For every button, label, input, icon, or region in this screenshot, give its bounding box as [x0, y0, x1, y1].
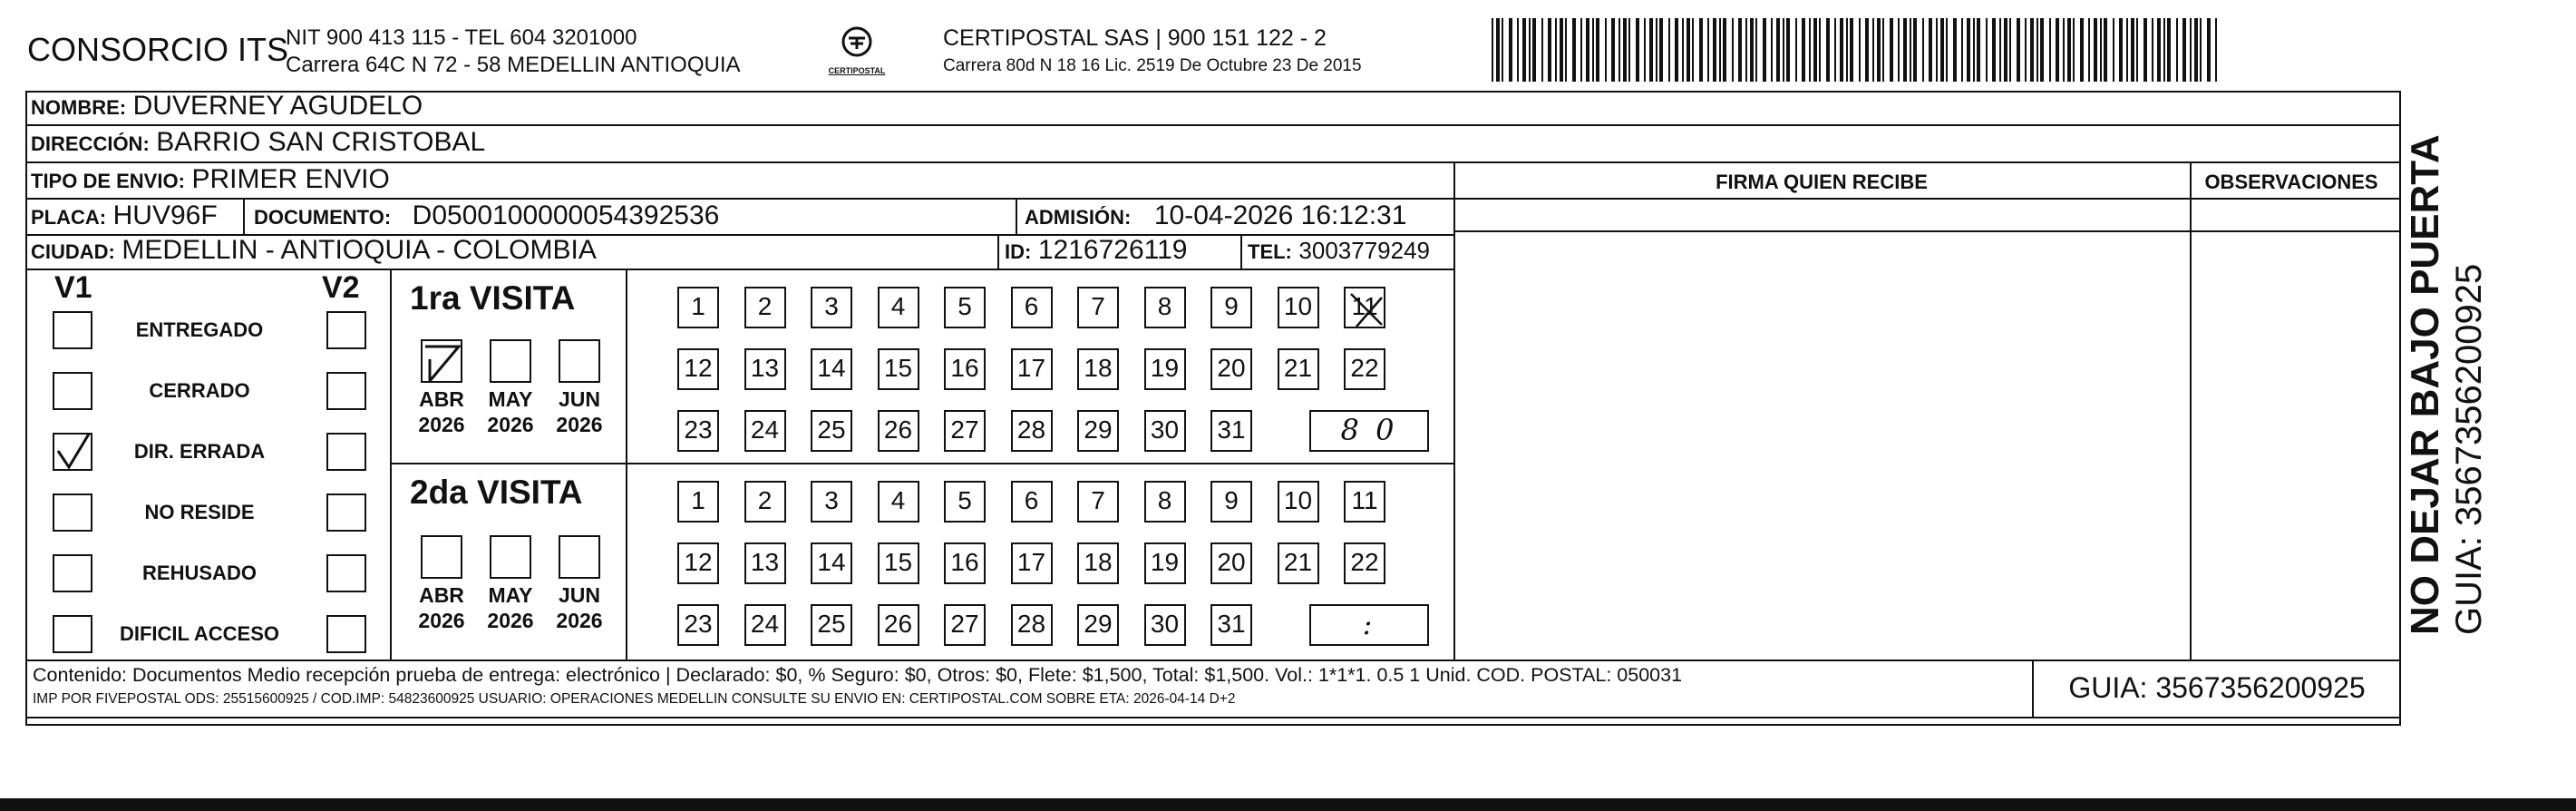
tel-cell — [1248, 237, 1430, 265]
day-number: 29 — [1084, 610, 1113, 638]
status-label: CERRADO — [149, 379, 250, 402]
day-number: 17 — [1016, 548, 1046, 576]
day-number: 23 — [684, 610, 713, 638]
day-cell[interactable] — [878, 481, 919, 523]
barcode — [1492, 18, 2221, 82]
day-number: 17 — [1016, 354, 1046, 382]
day-cell[interactable] — [1077, 542, 1119, 584]
day-cell[interactable] — [1077, 604, 1119, 646]
placa-label: PLACA: — [31, 206, 107, 229]
year-label: 2026 — [487, 413, 534, 436]
day-number: 1 — [691, 486, 705, 514]
status-panel — [27, 270, 390, 659]
day-cell[interactable] — [944, 287, 986, 328]
day-number: 24 — [750, 610, 780, 638]
day-cell[interactable] — [878, 348, 919, 390]
day-cell[interactable] — [944, 542, 986, 584]
logo-icon — [821, 25, 893, 62]
status-label: NO RESIDE — [144, 501, 255, 523]
day-cell[interactable] — [811, 481, 852, 523]
day-cell[interactable] — [1210, 410, 1252, 452]
day-number: 4 — [890, 486, 906, 514]
day-cell[interactable] — [1144, 604, 1186, 646]
logo-text: CERTIPOSTAL — [828, 66, 886, 75]
day-number: 10 — [1283, 486, 1313, 514]
day-number: 11 — [1351, 486, 1378, 514]
day-number: 18 — [1084, 354, 1113, 382]
certipostal-logo — [821, 25, 893, 80]
tipo-value: PRIMER ENVIO — [191, 164, 390, 194]
day-number: 3 — [824, 486, 839, 514]
time-value: : — [1362, 607, 1376, 641]
day-cell[interactable] — [744, 542, 786, 584]
day-number: 2 — [757, 486, 773, 514]
day-number: 26 — [883, 415, 913, 444]
tipo-row — [31, 164, 390, 195]
day-number: 14 — [817, 548, 846, 576]
side-guia: GUIA: 3567356200925 — [2449, 263, 2489, 635]
day-cell[interactable] — [944, 348, 986, 390]
company-name: CONSORCIO ITS — [27, 31, 289, 68]
v1-label: V1 — [54, 270, 92, 305]
nombre-row — [31, 91, 423, 122]
day-cell[interactable] — [744, 287, 786, 328]
day-cell[interactable] — [1011, 410, 1053, 452]
status-label: DIFICIL ACCESO — [119, 622, 279, 645]
day-number: 5 — [957, 486, 972, 514]
documento-value: D0500100000054392536 — [412, 200, 720, 230]
day-number: 6 — [1024, 292, 1039, 320]
nombre-label: NOMBRE: — [31, 96, 127, 119]
day-cell[interactable] — [944, 604, 986, 646]
ciudad-value: MEDELLIN - ANTIOQUIA - COLOMBIA — [122, 235, 597, 265]
day-number: 24 — [750, 415, 780, 444]
day-number: 27 — [950, 415, 979, 444]
day-number: 20 — [1217, 354, 1246, 382]
direccion-row — [31, 127, 485, 158]
year-label: 2026 — [556, 609, 603, 632]
header — [0, 0, 2576, 91]
day-number: 6 — [1024, 486, 1039, 514]
firma-label: FIRMA QUIEN RECIBE — [1716, 171, 1928, 193]
time-value: 8 0 — [1340, 413, 1398, 447]
day-cell[interactable] — [677, 542, 719, 584]
day-number: 22 — [1350, 548, 1379, 576]
visit2-panel — [392, 464, 1453, 659]
day-cell[interactable] — [1210, 481, 1252, 523]
day-cell[interactable] — [1144, 287, 1186, 328]
barcode-graphic — [1492, 18, 2221, 82]
day-cell[interactable] — [1278, 542, 1319, 584]
observaciones-label: OBSERVACIONES — [2204, 171, 2378, 193]
day-cell[interactable] — [1077, 481, 1119, 523]
day-cell[interactable] — [1278, 287, 1319, 328]
day-number: 31 — [1217, 415, 1246, 444]
documento-cell — [254, 200, 719, 231]
month-checkbox[interactable] — [421, 535, 462, 579]
month-checkbox[interactable] — [421, 339, 462, 383]
day-cell[interactable] — [1210, 287, 1252, 328]
v2-label: V2 — [322, 270, 360, 305]
day-cell[interactable] — [677, 481, 719, 523]
side-text — [2403, 91, 2575, 635]
day-number: 19 — [1150, 354, 1180, 382]
month-label: ABR — [419, 583, 464, 607]
day-number: 30 — [1150, 610, 1180, 638]
day-number: 4 — [890, 292, 906, 320]
day-cell[interactable] — [1210, 348, 1252, 390]
day-number: 9 — [1224, 292, 1239, 320]
footer-guia: GUIA: 3567356200925 — [2068, 671, 2366, 704]
certipostal-address: Carrera 80d N 18 16 Lic. 2519 De Octubre 23 De 2015 — [943, 56, 1362, 75]
day-number: 21 — [1283, 548, 1313, 576]
day-cell[interactable] — [677, 604, 719, 646]
day-cell[interactable] — [677, 410, 719, 452]
footer-imp: IMP POR FIVEPOSTAL ODS: 25515600925 / COD.IMP: 54823600925 USUARIO: OPERACIONES MEDELLIN CONSULTE SU ENVIO EN: CERTIPOSTAL.COM SOBRE ETA: 2026-04-14 D+2 — [33, 691, 1236, 707]
day-cell[interactable] — [944, 410, 986, 452]
day-number: 13 — [750, 548, 780, 576]
tipo-label: TIPO DE ENVIO: — [31, 170, 185, 192]
day-cell[interactable] — [1077, 287, 1119, 328]
month-label: JUN — [558, 387, 600, 411]
day-cell[interactable] — [878, 542, 919, 584]
day-number: 1 — [691, 292, 705, 320]
day-number: 8 — [1157, 486, 1172, 514]
time-field[interactable] — [1309, 604, 1429, 646]
visit1-panel — [392, 270, 1453, 463]
day-cell[interactable] — [811, 410, 852, 452]
day-cell[interactable] — [1077, 410, 1119, 452]
status-label: ENTREGADO — [135, 318, 264, 341]
day-number: 27 — [950, 610, 979, 638]
placa-value: HUV96F — [112, 200, 218, 230]
certipostal-line: CERTIPOSTAL SAS | 900 151 122 - 2 — [943, 25, 1327, 51]
status-label: DIR. ERRADA — [133, 440, 266, 463]
day-cell[interactable] — [1011, 604, 1053, 646]
day-number: 18 — [1084, 548, 1113, 576]
company-nit: NIT 900 413 115 - TEL 604 3201000 — [286, 25, 637, 50]
day-number: 15 — [883, 548, 913, 576]
v2-checkbox[interactable] — [326, 615, 366, 653]
day-cell[interactable] — [1210, 604, 1252, 646]
day-number: 14 — [817, 354, 846, 382]
day-cell[interactable] — [1144, 542, 1186, 584]
year-label: 2026 — [418, 609, 465, 632]
month-checkbox[interactable] — [559, 339, 600, 383]
id-value: 1216726119 — [1037, 235, 1188, 265]
month-label: JUN — [558, 583, 600, 607]
day-number: 9 — [1224, 486, 1239, 514]
day-cell[interactable] — [1011, 481, 1053, 523]
documento-label: DOCUMENTO: — [254, 206, 392, 229]
tel-value: 3003779249 — [1298, 237, 1431, 264]
day-number: 25 — [817, 415, 846, 444]
day-number: 31 — [1217, 610, 1246, 638]
admision-label: ADMISIÓN: — [1025, 206, 1132, 229]
day-number: 25 — [817, 610, 846, 638]
day-number: 7 — [1091, 486, 1105, 514]
day-number: 23 — [684, 415, 713, 444]
year-label: 2026 — [556, 413, 603, 436]
day-cell[interactable] — [1011, 348, 1053, 390]
page-edge — [0, 798, 2576, 811]
day-cell[interactable] — [878, 287, 919, 328]
day-cell[interactable] — [744, 348, 786, 390]
day-number: 12 — [684, 548, 713, 576]
year-label: 2026 — [487, 609, 534, 632]
admision-cell — [1025, 200, 1406, 231]
v2-checkbox[interactable] — [326, 493, 366, 532]
day-number: 16 — [950, 354, 979, 382]
day-number: 13 — [750, 354, 780, 382]
day-number: 22 — [1350, 354, 1379, 382]
day-number: 28 — [1016, 610, 1046, 638]
footer-contenido: Contenido: Documentos Medio recepción prueba de entrega: electrónico | Declarado: $0, % Seguro: $0, Otros: $0, Flete: $1,500, Total: $1,500. Vol.: 1*1*1. 0.5 1 Unid. COD. POSTAL: 050031 — [33, 664, 1683, 686]
day-cell[interactable] — [744, 410, 786, 452]
day-number: 30 — [1150, 415, 1180, 444]
day-number: 11 — [1351, 292, 1378, 320]
direccion-value: BARRIO SAN CRISTOBAL — [156, 127, 486, 157]
v2-checkbox[interactable] — [326, 433, 366, 471]
company-address: Carrera 64C N 72 - 58 MEDELLIN ANTIOQUIA — [286, 53, 741, 77]
day-cell[interactable] — [811, 604, 852, 646]
day-number: 16 — [950, 548, 979, 576]
day-cell[interactable] — [1344, 542, 1385, 584]
day-number: 7 — [1091, 292, 1105, 320]
cross-mark-icon — [1346, 288, 1387, 330]
v2-checkbox[interactable] — [326, 554, 366, 592]
day-number: 28 — [1016, 415, 1046, 444]
day-number: 10 — [1283, 292, 1313, 320]
id-cell — [1005, 235, 1187, 266]
month-label: ABR — [419, 387, 464, 411]
day-cell[interactable] — [1278, 481, 1319, 523]
day-number: 12 — [684, 354, 713, 382]
day-number: 3 — [824, 292, 839, 320]
day-cell[interactable] — [878, 604, 919, 646]
direccion-label: DIRECCIÓN: — [31, 132, 150, 155]
month-label: MAY — [488, 583, 533, 607]
day-cell[interactable] — [811, 348, 852, 390]
ciudad-cell — [31, 235, 597, 266]
day-number: 5 — [957, 292, 972, 320]
tel-label: TEL: — [1248, 240, 1292, 263]
day-cell[interactable] — [1011, 287, 1053, 328]
day-cell[interactable] — [744, 604, 786, 646]
day-cell[interactable] — [1144, 410, 1186, 452]
day-cell[interactable] — [1344, 348, 1385, 390]
day-number: 15 — [883, 354, 913, 382]
day-cell[interactable] — [1344, 287, 1385, 328]
nombre-value: DUVERNEY AGUDELO — [132, 91, 423, 121]
day-number: 19 — [1150, 548, 1180, 576]
id-label: ID: — [1005, 240, 1032, 263]
day-number: 20 — [1217, 548, 1246, 576]
day-cell[interactable] — [1077, 348, 1119, 390]
admision-value: 10-04-2026 16:12:31 — [1153, 200, 1407, 230]
month-label: MAY — [488, 387, 533, 411]
day-number: 29 — [1084, 415, 1113, 444]
status-label: REHUSADO — [142, 562, 257, 584]
visit1-title: 1ra VISITA — [410, 279, 576, 317]
v2-checkbox[interactable] — [326, 372, 366, 410]
day-cell[interactable] — [1344, 481, 1385, 523]
day-number: 21 — [1283, 354, 1313, 382]
day-cell[interactable] — [1144, 481, 1186, 523]
day-cell[interactable] — [944, 481, 986, 523]
day-cell[interactable] — [744, 481, 786, 523]
day-number: 26 — [883, 610, 913, 638]
day-number: 8 — [1157, 292, 1172, 320]
month-checkbox[interactable] — [490, 535, 531, 579]
month-checkbox[interactable] — [490, 339, 531, 383]
month-checkbox[interactable] — [559, 535, 600, 579]
day-cell[interactable] — [811, 542, 852, 584]
time-field[interactable] — [1309, 410, 1429, 452]
no-dejar-bajo-puerta: NO DEJAR BAJO PUERTA — [2403, 134, 2447, 635]
day-cell[interactable] — [1210, 542, 1252, 584]
day-cell[interactable] — [1011, 542, 1053, 584]
year-label: 2026 — [418, 413, 465, 436]
day-cell[interactable] — [677, 287, 719, 328]
day-cell[interactable] — [878, 410, 919, 452]
day-cell[interactable] — [677, 348, 719, 390]
v2-checkbox[interactable] — [326, 311, 366, 349]
placa-cell — [31, 200, 218, 231]
day-cell[interactable] — [1144, 348, 1186, 390]
day-number: 2 — [757, 292, 773, 320]
day-cell[interactable] — [1278, 348, 1319, 390]
day-cell[interactable] — [811, 287, 852, 328]
check-mark-icon — [423, 341, 464, 385]
ciudad-label: CIUDAD: — [31, 240, 115, 263]
visit2-title: 2da VISITA — [410, 474, 583, 511]
